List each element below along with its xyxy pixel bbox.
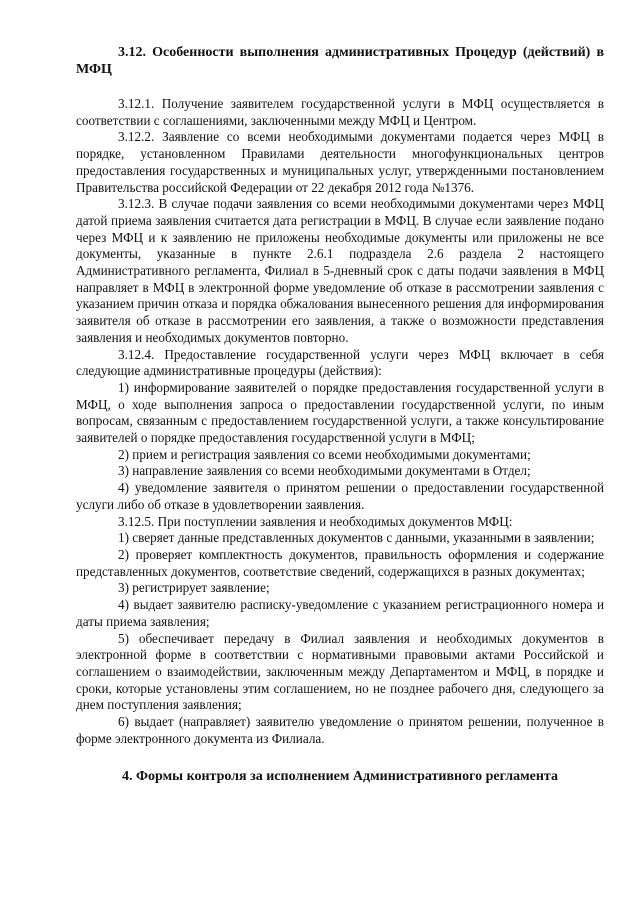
mfc-action-item-4: 4) выдает заявителю расписку-уведомление с указанием регистрационного номера и даты приема заявления; (76, 597, 604, 629)
mfc-action-item-5: 5) обеспечивает передачу в Филиал заявления и необходимых документов в электронной форме в соответствии с нормативными правовыми актами Российской и соглашением о взаимодействии, заключенным между Департаментом и МФЦ, в порядке и сроки, которые установлены этим соглашением, но не позднее рабочего дня, следующего за днем поступления заявления; (76, 630, 604, 713)
paragraph-3-12-3: 3.12.3. В случае подачи заявления со всеми необходимыми документами через МФЦ датой приема заявления считается дата регистрации в МФЦ. В случае если заявление подано через МФЦ и к заявлению не приложены необходимые документы или приложены не все документы, указанные в пункте 2.6.1 подраздела 2.6 раздела 2 настоящего Административного регламента, Филиал в 5-дневный срок с даты подачи заявления в МФЦ направляет в МФЦ в электронной форме уведомление об отказе в рассмотрении заявления с указанием причин отказа и порядка обжалования вынесенного решения для информирования заявителя об отказе в рассмотрении его заявления, а также о возможности представления заявления и необходимых документов повторно. (76, 196, 604, 345)
procedure-item-2: 2) прием и регистрация заявления со всеми необходимыми документами; (118, 446, 531, 462)
paragraph-3-12-4: 3.12.4. Предоставление государственной услуги через МФЦ включает в себя следующие административные процедуры (действия): (76, 346, 604, 379)
paragraph-3-12-1: 3.12.1. Получение заявителем государственной услуги в МФЦ осуществляется в соответствии с соглашениями, заключенными между МФЦ и Центром. (76, 96, 604, 128)
document-page (76, 44, 604, 785)
procedure-item-1: 1) информирование заявителей о порядке предоставления государственной услуги в МФЦ, о ходе выполнения запроса о предоставлении государственной услуги, по иным вопросам, связанным с предоставлением государственной услуги, а также консультирование заявителей о порядке предоставления государственной услуги в МФЦ; (76, 379, 604, 446)
procedure-item-4: 4) уведомление заявителя о принятом решении о предоставлении государственной услуги либо об отказе в удовлетворении заявления. (76, 480, 604, 512)
mfc-action-item-3: 3) регистрирует заявление; (118, 580, 270, 596)
section-heading-3-12: 3.12. Особенности выполнения административных Процедур (действий) в МФЦ (76, 45, 604, 77)
section-heading-4: 4. Формы контроля за исполнением Административного регламента (122, 769, 558, 785)
procedure-item-3: 3) направление заявления со всеми необходимыми документами в Отдел; (118, 463, 531, 479)
paragraph-3-12-5: 3.12.5. При поступлении заявления и необходимых документов МФЦ: (118, 513, 513, 529)
mfc-action-item-6: 6) выдает (направляет) заявителю уведомление о принятом решении, полученное в форме электронного документа из Филиала. (76, 714, 604, 746)
mfc-action-item-1: 1) сверяет данные представленных документов с данными, указанными в заявлении; (118, 530, 595, 546)
mfc-action-item-2: 2) проверяет комплектность документов, правильность оформления и содержание представленных документов, соответствие сведений, содержащихся в разных документах; (76, 546, 604, 579)
paragraph-3-12-2: 3.12.2. Заявление со всеми необходимыми документами подается через МФЦ в порядке, установленном Правилами деятельности многофункциональных центров предоставления государственных и муниципальных услуг, утвержденными постановлением Правительства российской Федерации от 22 декабря 2012 года №1376. (76, 129, 604, 195)
